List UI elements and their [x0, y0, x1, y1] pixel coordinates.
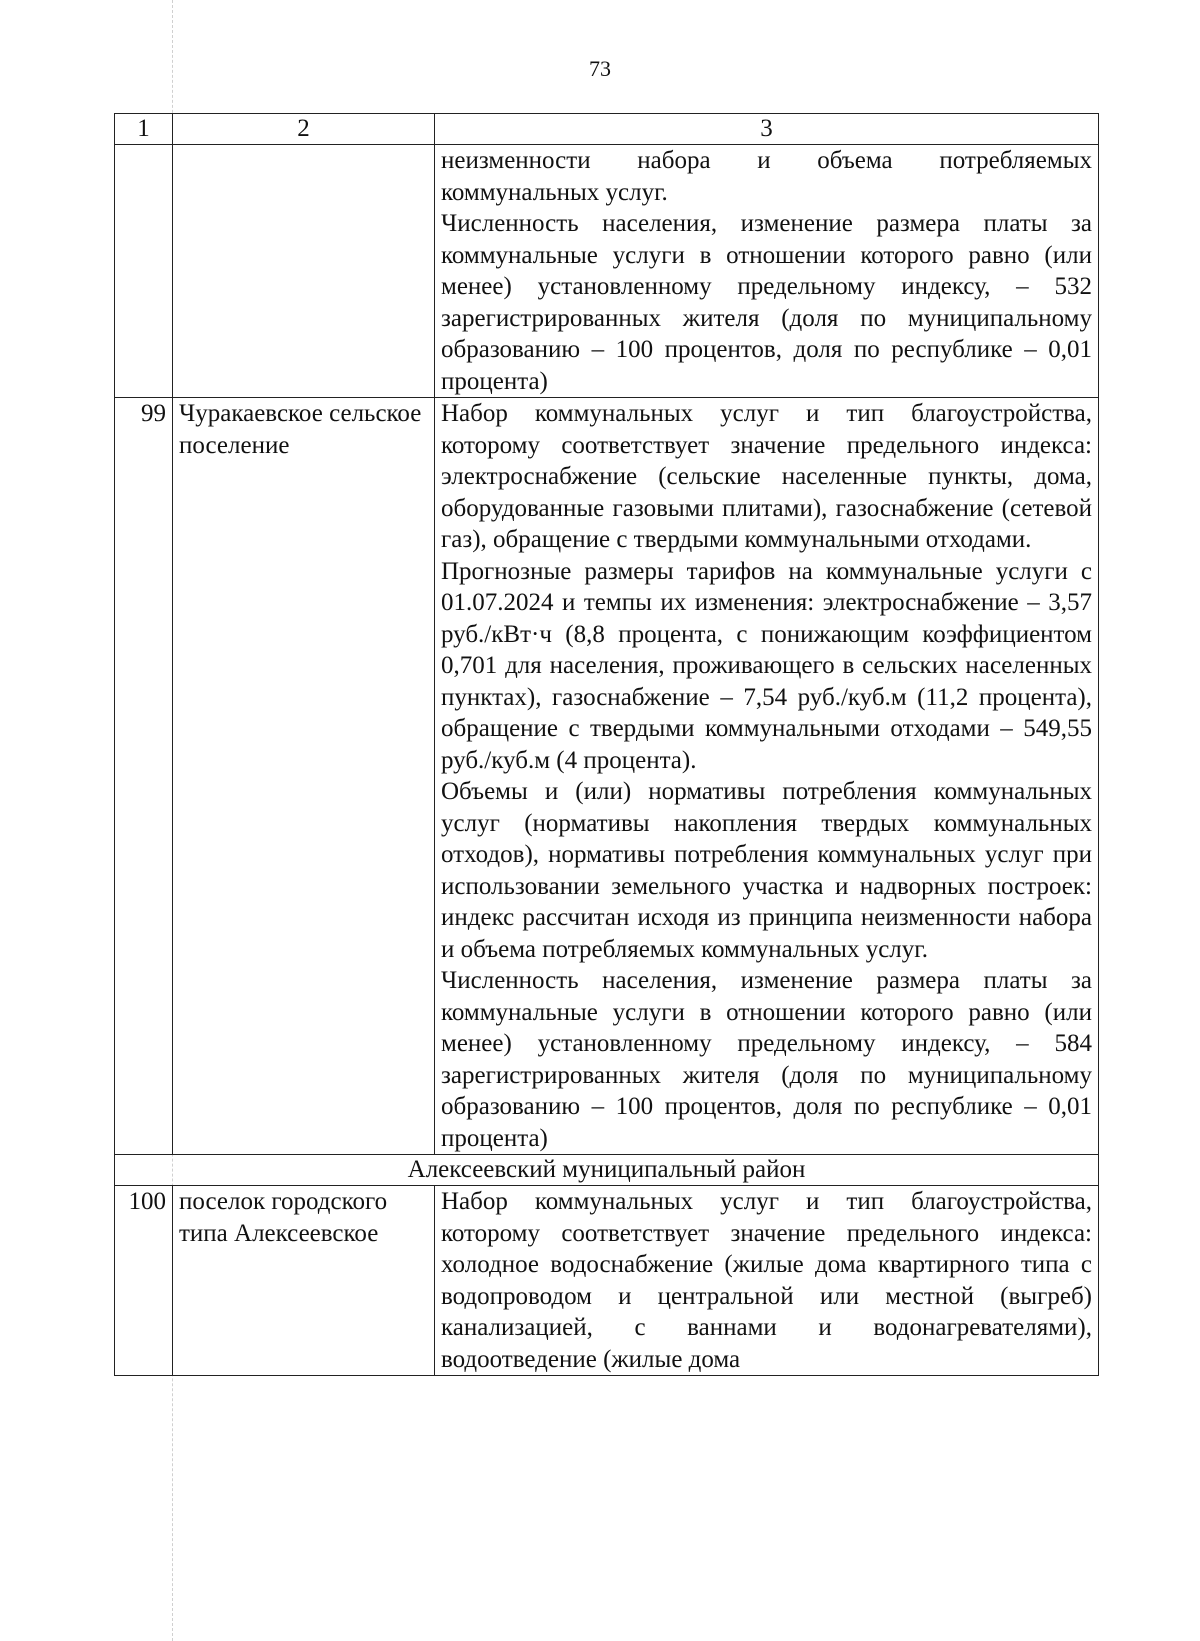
row-description [435, 145, 1099, 398]
row-number: 100 [115, 1186, 173, 1376]
description-paragraph: неизменности набора и объема потребляемых коммунальных услуг. [441, 147, 1092, 206]
table-row [115, 398, 1099, 1155]
row-number: 99 [115, 398, 173, 1155]
description-paragraph: Объемы и (или) нормативы потребления коммунальных услуг (нормативы накопления твердых коммунальных отходов), нормативы потребления коммунальных услуг при использовании земельного участка и надворных построек: индекс рассчитан исходя из принципа неизменности набора и объема потребляемых коммунальных услуг. [441, 778, 1092, 963]
description-paragraph: Численность населения, изменение размера платы за коммунальные услуги в отношении которого равно (или менее) установленному предельному индексу, – 532 зарегистрированных жителя (доля по муниципальному образованию – 100 процентов, доля по республике – 0,01 процента) [441, 210, 1092, 395]
settlement-name [173, 145, 435, 398]
section-row [115, 1155, 1099, 1186]
tariff-table [114, 113, 1099, 1376]
description-paragraph: Прогнозные размеры тарифов на коммунальные услуги с 01.07.2024 и темпы их изменения: электроснабжение – 3,57 руб./кВт·ч (8,8 процента, с понижающим коэффициентом 0,701 для населения, проживающего в сельских населенных пунктах), газоснабжение – 7,54 руб./куб.м (11,2 процента), обращение с твердыми коммунальными отходами – 549,55 руб./куб.м (4 процента). [441, 557, 1092, 774]
row-description [435, 1186, 1099, 1376]
table-header-row [115, 114, 1099, 145]
description-paragraph: Набор коммунальных услуг и тип благоустройства, которому соответствует значение предельного индекса: холодное водоснабжение (жилые дома квартирного типа с водопроводом и центральной или местной (выгреб) канализацией, с ваннами и водонагревателями), водоотведение (жилые дома [441, 1188, 1092, 1373]
table-row [115, 1186, 1099, 1376]
row-number [115, 145, 173, 398]
page-number: 73 [589, 56, 611, 81]
header-cell-2: 2 [173, 114, 435, 145]
district-section-title: Алексеевский муниципальный район [115, 1155, 1099, 1186]
description-paragraph: Набор коммунальных услуг и тип благоустройства, которому соответствует значение предельного индекса: электроснабжение (сельские населенные пункты, дома, оборудованные газовыми плитами), газоснабжение (сетевой газ), обращение с твердыми коммунальными отходами. [441, 400, 1092, 553]
table-row [115, 145, 1099, 398]
header-cell-1: 1 [115, 114, 173, 145]
settlement-name: поселок городского типа Алексеевское [173, 1186, 435, 1376]
row-description [435, 398, 1099, 1155]
description-paragraph: Численность населения, изменение размера платы за коммунальные услуги в отношении которого равно (или менее) установленному предельному индексу, – 584 зарегистрированных жителя (доля по муниципальному образованию – 100 процентов, доля по республике – 0,01 процента) [441, 967, 1092, 1152]
header-cell-3: 3 [435, 114, 1099, 145]
settlement-name: Чуракаевское сельское поселение [173, 398, 435, 1155]
